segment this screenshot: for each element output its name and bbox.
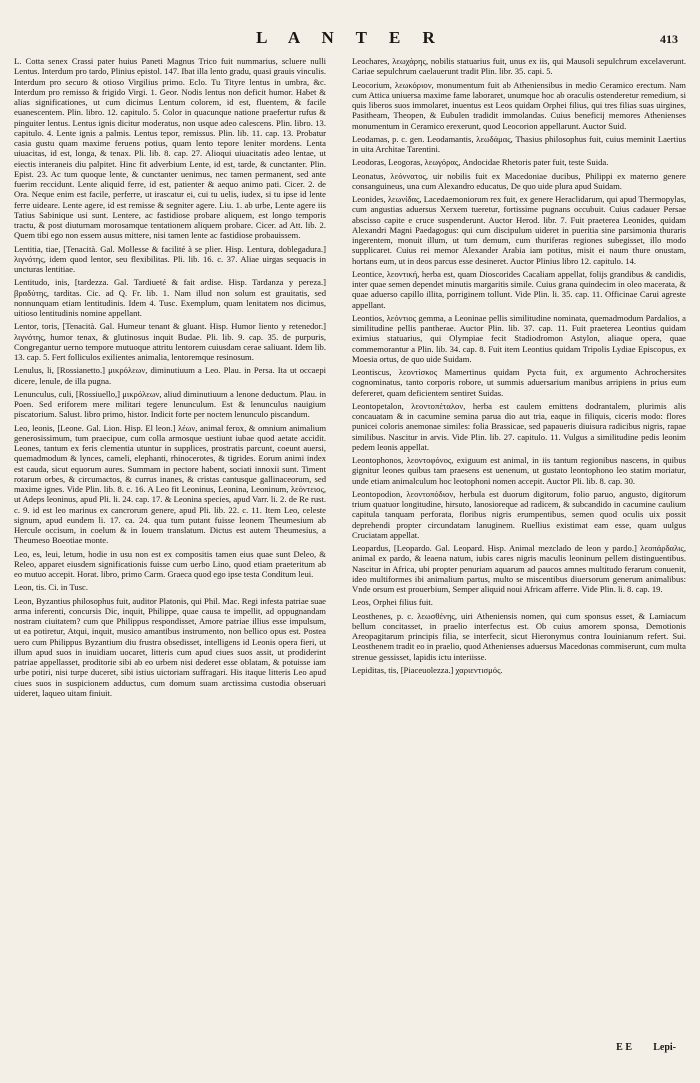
dictionary-entry — [352, 611, 686, 662]
entry-text: Lentitudo, inis, [tardezza. Gal. Tardiueté & fait ardise. Hisp. Tardanza y pereza.] βραδύτης, tarditas. Cic. ad Q. Fr. lib. 1. Nam illud non solum est grauitatis, sed nonnunquam etiam lentitudinis. Idem 4. Tusc. Exemplum, quam lenitatem nos dicimus, uitioso lentitudinis nomine appellant. — [14, 277, 326, 318]
dictionary-entry — [352, 543, 686, 594]
entry-text: Leontice, λεοντική, herba est, quam Dioscorides Cacaliam appellat, folijs grandibus & candidis, inter quae semen dependet minutis margaritis simile. Cuius grana quindecim in oleo macerata, & quae aduerso capillo illita, porriginem tollunt. Vide Plin. li. 35. cap. 11. Officinae Carui agreste appellant. — [352, 268, 686, 310]
entry-text: Leos, Orphei filius fuit. — [352, 597, 433, 608]
entry-text: Leontopodion, λεοντοπόδιον, herbula est duorum digitorum, folio paruo, angusto, digitorum trium quatuor longitudine, hirsuto, lanosioreque ad radicem, & subcandido in cacumine caulium capitula tanquam perforata, floribus nigris erumpentibus, semen quod oculis uix possit deprehendi propter circundatam lanuginem. Ruellius existimat eam esse, quam uulgus Cruciatam appellat. — [352, 488, 686, 540]
gathering-signature: E E — [616, 1042, 632, 1053]
entry-text: Leon, Byzantius philosophus fuit, auditor Platonis, qui Phil. Mac. Regi infesta patriae suae arma inferenti, concursis Dic, inquit, Philippe, quae causa te impellit, ad oppugnandam nostram ciuitatem? cum que Philippus respondisset, Amore patriae illius esse impulsum, ut ea potiretur, Atqui, inquit, musico amantibus instrumento, non bellico opus est. Postea uero cum Philippus Byzantium diu frustra obsedisset, intelligens id Leonis opera fieri, ut illum apud suos in inuidiam uocaret, litteris cum apud ciues suos assit, ut prodiderint patriae appellasset, proditorie sibi ab eo urbem nisi dederet esse oblatam, & potuisse iam urbe potiri, nisi turpe duceret, sibi istius uictoriam suffragari. His itaque litteris Leo apud ciues suos in suspicionem adductus, cum domum suam arctissima custodia obseruari uideret, laqueo uitam finiuit. — [14, 595, 326, 698]
entry-text: Leo, es, leui, letum, hodie in usu non est ex compositis tamen eius quae sunt Deleo, & Releo, apparet eiusdem significationis fuisse cum uerbo Lino, quod etiam praeteritum ab eo mutuo accepit. Horat. libro, primo Carm. Graeca quod ego ipse testa Conditum leui. — [14, 548, 326, 579]
entry-text: Leontiscus, λεοντίσκος Mamertinus quidam Pycta fuit, ex argumento Achrochersites cognominatus, tanto corporis robore, ut summis aduersarium manibus arripiens in prius eum defereret, quam deficientem sentiret Suidas. — [352, 367, 686, 398]
dictionary-entry — [352, 80, 686, 131]
dictionary-entry — [352, 194, 686, 266]
entry-text: Leochares, λεωχάρης, nobilis statuarius fuit, unus ex iis, qui Mausoli sepulchrum excelaverunt. Cariae sepulchrum caelauerunt tradit Plin. libr. 35. capi. 5. — [352, 56, 686, 77]
dictionary-entry — [352, 401, 686, 452]
dictionary-entry — [352, 455, 686, 486]
dictionary-entry — [352, 134, 686, 155]
dictionary-entry — [352, 171, 686, 192]
entry-text: Leon, tis. Ci. in Tusc. — [14, 582, 89, 593]
dictionary-entry — [14, 277, 326, 318]
entry-text: Leodamas, p. c. gen. Leodamantis, λεωδάμας, Thasius philosophus fuit, cuius meminit Laertius in uita Architae Tarentini. — [352, 133, 686, 154]
catchword: Lepi- — [653, 1042, 676, 1053]
dictionary-entry — [14, 389, 326, 420]
dictionary-entry — [14, 423, 326, 546]
left-column — [14, 56, 326, 1036]
dictionary-entry — [352, 313, 686, 364]
entry-text: Lenulus, li, [Rossianetto.] μικρόλεων, diminutiuum a Leo. Plau. in Persa. Ita ut occaepi dicere, lenule, de illa pugna. — [14, 365, 326, 386]
dictionary-entry — [352, 597, 686, 607]
dictionary-entry — [352, 665, 686, 675]
entry-text: Leo, leonis, [Leone. Gal. Lion. Hisp. El leon.] λέων, animal ferox, & omnium animalium generosissimum, tum praecipue, cum colla armosque uestiunt iubae quod aetate accidit. Leones, tantum ex feris clementia utuntur in supplices, prostratis parcunt, coeunt auersi, quemadmodum & lynces, cameli, elephanti, rhinocerotes, & tigrides. Eorum animi index est cauda, sicut equorum aures. Summam in pectore habent, sociati innoxii sunt. Timent rotarum orbes, & circumactos, & currus inanes, & cristas cantusque gallinaceorum, sed maxime ignes. Vide Plin. lib. 8. c. 16. A Leo fit Leoninus, Leonina, Leoninum, λεόντειος, ut Adeps leoninus, apud Pli. li. 24. cap. 17. & Leonina species, apud Varr. li. 2. de Re rust. c. 9. id est leo marinus ex cancrorum genere, apud Pli. lib. 22. c. 11. Item Leo, celeste signum, apud eundem li. 17. ca. 24. qua tum putant fuisse leonem Theumesium ab Hercule occisum, in coelum & in Iouem translatum. Dictus est autem Theumesius, a Theumeso Boeotiae monte. — [14, 422, 326, 546]
dictionary-entry — [352, 367, 686, 398]
right-column — [352, 56, 686, 1036]
dictionary-entry — [14, 582, 326, 592]
entry-text: Leonatus, λεόννατος, uir nobilis fuit ex Macedoniae ducibus, Philippi ex materno genere consanguineus, una cum Alexandro educatus, De quo uide plura apud Suidam. — [352, 170, 686, 191]
entry-text: Leosthenes, p. c. λεωσθένης, uiri Atheniensis nomen, qui cum sponsus esset, & Lamiacum bellum concitasset, in praelio interfectus est. Ob cuius amorem sponsa, Demotionis Areopagitarum principis filia, se interfecit, sicut Hieronymus contra Iouinianum refert. Sui. Leosthenem tradit eo in praelio, quod Athenienses aduersus Macedonas commiserunt, cum multa strenue gessisset, lapidis ictu interiisse. — [352, 610, 686, 662]
dictionary-entry — [14, 56, 326, 241]
dictionary-entry — [14, 596, 326, 699]
entry-text: Leontios, λεόντιος gemma, a Leoninae pellis similitudine nominata, quemadmodum Pardalios, a similitudine pellis pantherae. Auctor Plin. lib. 37. cap. 11. Fuit praeterea Leontius quidam eximius statuarius, qui Olympiae fecit Stadiodromon Astylon, aliaque opera, quae commemorantur a Plin. lib. 34. cap. 8. Fuit item Leontius quidam Tripolis Lydiae Episcopus, ex Moesia ortus, de quo uide Suidam. — [352, 312, 686, 364]
entry-text: Leodoras, Leogoras, λεωγόρας, Andocidae Rhetoris pater fuit, teste Suida. — [352, 157, 609, 168]
entry-text: Lepiditas, tis, [Piaceuolezza.] χαριεντισμός. — [352, 664, 503, 675]
dictionary-entry — [352, 157, 686, 167]
dictionary-entry — [14, 321, 326, 362]
page-number: 413 — [660, 32, 678, 46]
dictionary-entry — [352, 56, 686, 77]
entry-text: Leonides, λεωνίδας, Lacedaemoniorum rex fuit, ex genere Heraclidarum, qui apud Thermopylas, cum angustias aduersus Xerxem tueretur, fortissime pugnans occubuit. Cuius cadauer Persae abscisso capite e cruce suspenderunt. Auctor Herod. libr. 7. Fuit praeterea Leonides, quidam Alexandri Magni Paedagogus: qui cum discipulum uideret in pueritia sine parsimonia thuraris ingerentem, monuit illum, ut tum demum, cum thuriferas regiones subegisset, illo modo supplicaret. Cuius rei memor Alexander Arabia iam potitus, misit ei naum thure onustam, hortans eum, ut in deos parcus esse desineret. Auctor Plinius libro 12. capitulo. 14. — [352, 194, 686, 266]
dictionary-entry — [14, 365, 326, 386]
entry-text: Leopardus, [Leopardo. Gal. Leopard. Hisp. Animal mezclado de leon y pardo.] λεοπάρδαλις, animal ex pardo, & leaena natum, iubis cares nigris maculis leoninum pellem distinguentibus. Nascitur in Africa, ubi propter penuriam aquarum ad paucos amnes multitudo ferarum conuenit, ideo multiformes ibi animalium partus, multo se miscentibus diuersorum generum animalibus: Vnde orsum est prouerbium, Semper aliquid noui Africam afferre. Vide Plin. li. 8. cap. 19. — [352, 543, 686, 594]
running-header — [0, 28, 700, 56]
running-head-title: L A N T E R — [256, 28, 444, 47]
dictionary-entry — [352, 269, 686, 310]
dictionary-entry — [14, 549, 326, 580]
entry-text: Leontopetalon, λεοντοπέταλον, herba est caulem emittens dodrantalem, plurimis alis concauatam & in cacumine semina parua dio aut tria, eaque in filiquis, ciceris modo: flores punicei coloris anemonae similes: folia Brassicae, sed papaueris diuisura radicibus nigris, rapae similibus. Nascitur in arvis. Vide Plin. lib. 27. capitulo. 11. Vulgus a similitudine pedis leonim pedem leonis appellat. — [352, 400, 686, 452]
entry-text: Lenunculus, culi, [Rossiuello,] μικρόλεων, aliud diminutiuum a lenone deductum. Plau. in Poen. Sed eriforem mere militari tegere lenunculum. Est & lenunculus nauigium piscatorium. Salust. libro primo, histor. Indicit forte per noctem lenunculo piscandum. — [14, 388, 326, 420]
dictionary-entry — [14, 244, 326, 275]
dictionary-entry — [352, 489, 686, 540]
entry-text: Leontophonos, λεοντοφόνος, exiguum est animal, in iis tantum regionibus nascens, in quibus gignitur leones quibus tam praesens est uenenum, ut gustato leontophono leo statim moriatur, unde etiam animalculum hoc leotophoni nomen accepit. Auctor Pli. lib. 8. cap. 30. — [352, 455, 686, 486]
entry-text: L. Cotta senex Crassi pater huius Paneti Magnus Trico fuit nummarius, scluere nulli Lentus. Interdum pro tardo, Plinius epistol. 147. Ibat illa lento gradu, quasi grauis vinculis. Interdum pro securo & otioso Virgilius primo. Eclo. Tu Tityre lentus in umbra, &c. Interdum pro remisso & frigido Virgi. 1. Geor. Nodis lentus non deficit humor. Habet & alias significationes, ut cum dicimus Lentum colorem, id est, fluentem, & facile euanescentem. Plin. libro. 12. capitulo. 5. Color in quacunque natione praefertur rufus & pinguiter lentus. Lentus ignis dicitur moderatus, non usque adeo calescens. Plin. libro. 13. capitulo. 4. Lente ignis a palmis. Lentus tepor, remissus. Plin. lib. 11. cap. 13. Probatur casia gustu quam maxime feruens potius, quam lento tepore leniter mordens. Lenta uiuacitas, id est, longa, & tenax. Pli. lib. 8. cap. 27. Alioqui uiuacitatis adeo lentae, ut eiectis interaneis diu palpitet. Hinc fit adverbium Lente, id est, tarde, & cunctanter. Plin. Epist. 23. Ac tum quoque lente, & cunctanter uenimus, nec tamen permanent, sed ante fuerim reccidunt. Lente aliquid ferre, id est, patienter & aequo animo pati. Cicer. 2. de Ora. Neque enim est facile, perferre, ut irascatur ei, cui tu uelis, iudex, si tu ipse id lente ferre uideare. Lente agere, id est remisse & segniter agere. Liu. 1. ab urbe, Lente agere iis Tatius Sabinique usi sunt. Lentere, ac fastidiose probare aliquem, est longo temporis tractu, & post diuturnam morosamque tentationem aliquem probare. Cicer. ad Att. lib. 2. Quem tibi ego non essem ausus mittere, nisi tamen lente ac fastidiose probauissem. — [14, 56, 326, 241]
page-footer — [0, 1042, 700, 1062]
entry-text: Leocorium, λεωκόριον, monumentum fuit ab Atheniensibus in medio Ceramico erectum. Nam cum Attica uniuersa maxime fame laboraret, unumque hoc ab oraculis ostenderetur remedium, si quis liberos suos immolaret, inuentus est Leos quidam Orphei filius, qui tres filias suas uirgines, Pasitheam, Theopen, & Eubulen tradidit immolandas. Cuius beneficij memores Athenienses monumentum in Ceramico erexerunt, quod Leocorion appellarunt. Auctor Suid. — [352, 79, 686, 131]
entry-text: Lentor, toris, [Tenacità. Gal. Humeur tenant & gluant. Hisp. Humor liento y retenedor.] λιγνότης, humor tenax, & glutinosus inquit Budae. Pli. lib. 9. cap. 35. de purpuris, Congregantur uerno tempore mutuoque attritu lentorem cuiusdam cerae saliuant. Idem lib. 13. cap. 5. Fert folliculos exilientes animalia, lentoremque resinosum. — [14, 321, 326, 362]
entry-text: Lentitia, tiae, [Tenacità. Gal. Mollesse & facilité à se plier. Hisp. Lentura, doblegadura.] λιγνότης, idem quod lentor, seu flexibilitas. Pli. lib. 16. c. 37. Aliae uirgas sequacis in uncturas lentitiae. — [14, 243, 326, 274]
